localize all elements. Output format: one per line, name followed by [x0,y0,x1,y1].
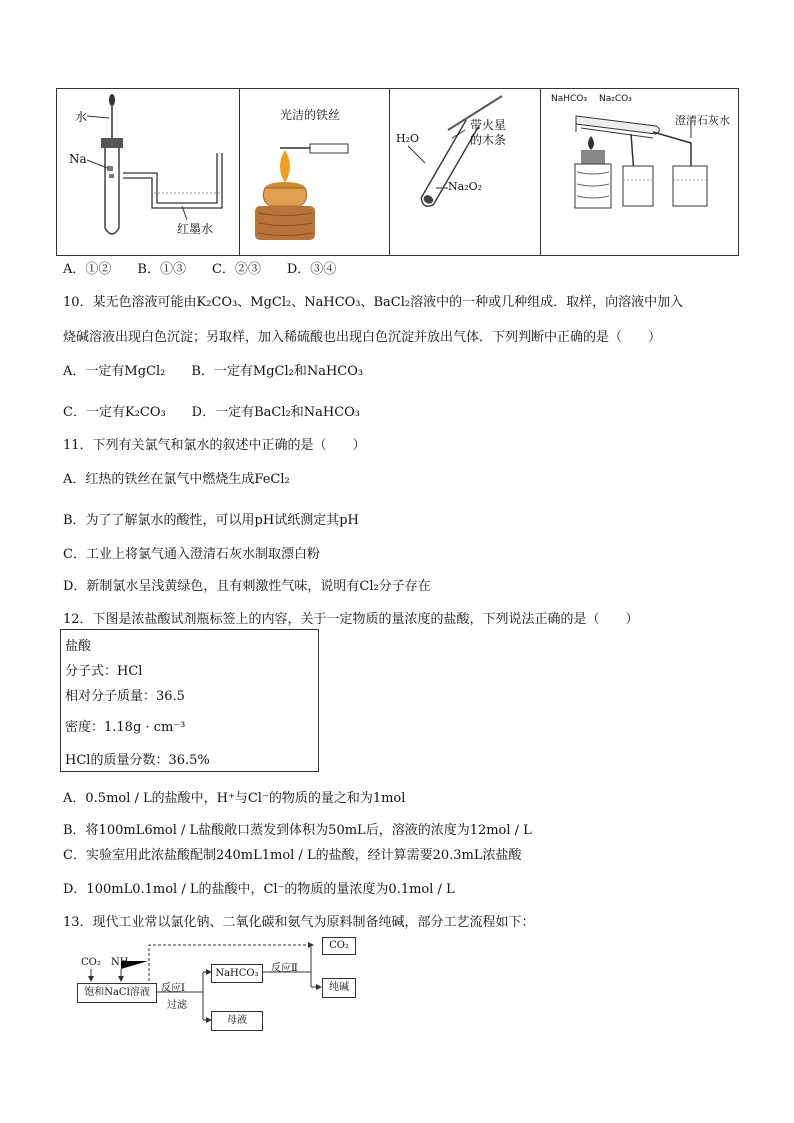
q12-option-b: B．将100mL6mol / L盐酸敞口蒸发到体积为50mL后，溶液的浓度为12mol / L [63,823,532,838]
flow-nh3-input: NH₃ [111,957,133,968]
label-water: 水 [75,110,88,124]
label-red-ink: 红墨水 [177,222,214,236]
figure-sodium-peroxide [390,88,540,254]
soda-process-flowchart [63,935,373,1033]
label-nahco3: NaHCO₃ [551,94,587,104]
q11-option-d: D．新制氯水呈浅黄绿色，且有刺激性气味，说明有Cl₂分子存在 [63,579,431,594]
q12-option-a: A．0.5mol / L的盐酸中，H⁺与Cl⁻的物质的量之和为1mol [63,791,406,806]
q11-stem: 11．下列有关氯气和氯水的叙述中正确的是（ ） [63,438,366,453]
flow-reaction-1: 反应Ⅰ [161,983,185,994]
label-density: 密度：1.18g · cm⁻³ [65,720,186,735]
label-glowing-splint: 带火星 的木条 [470,118,507,147]
label-clean-iron-wire: 光洁的铁丝 [280,108,341,122]
q13-stem: 13．现代工业常以氯化钠、二氧化碳和氨气为原料制备纯碱，部分工艺流程如下： [63,915,535,930]
q12-option-c: C．实验室用此浓盐酸配制240mL1mol / L的盐酸，经计算需要20.3mL浓盐酸 [63,848,522,863]
q10-stem-line2: 烧碱溶液出现白色沉淀；另取样，加入稀硫酸也出现白色沉淀并放出气体．下列判断中正确的是（ ） [63,330,662,345]
q9-options: A．①② B．①③ C．②③ D．③④ [63,262,337,277]
figure-iron-wire-flame [240,88,390,254]
label-title: 盐酸 [65,639,92,654]
q11-option-b: B．为了了解氯水的酸性，可以用pH试纸测定其pH [63,513,359,528]
label-limewater: 澄清石灰水 [675,114,730,127]
flow-box-soda-ash: 纯碱 [322,978,356,998]
figure-sodium-water [57,88,239,254]
q10-stem-line1: 10．某无色溶液可能由K₂CO₃、MgCl₂、NaHCO₃、BaCl₂溶液中的一种或几种组成．取样，向溶液中加入 [63,295,684,310]
q12-stem: 12．下图是浓盐酸试剂瓶标签上的内容，关于一定物质的量浓度的盐酸，下列说法正确的是（ ） [63,612,639,627]
flow-filter: 过滤 [167,1000,187,1011]
q11-option-c: C．工业上将氯气通入澄清石灰水制取漂白粉 [63,547,320,562]
label-na2o2: Na₂O₂ [448,180,483,193]
flow-box-brine: 饱和NaCl溶液 [77,983,157,1003]
flow-co2-input: CO₂ [81,957,101,968]
flow-box-nahco3: NaHCO₃ [211,964,263,983]
q10-options-ab: A．一定有MgCl₂ B．一定有MgCl₂和NaHCO₃ [63,364,364,379]
flow-reaction-2: 反应Ⅱ [271,963,298,974]
label-molar-mass: 相对分子质量：36.5 [65,689,185,704]
sodium-peroxide-diagram [390,88,540,254]
label-na2co3: Na₂CO₃ [599,94,632,104]
label-h2o: H₂O [396,132,420,145]
flow-box-mother-liquor: 母液 [211,1011,263,1031]
flow-box-co2-output: CO₂ [322,937,356,955]
label-formula: 分子式：HCl [65,664,143,679]
figure-carbonate-heating [541,88,736,254]
q11-option-a: A．红热的铁丝在氯气中燃烧生成FeCl₂ [63,472,290,487]
label-mass-fraction: HCl的质量分数：36.5% [65,753,210,768]
q12-option-d: D．100mL0.1mol / L的盐酸中，Cl⁻的物质的量浓度为0.1mol / L [63,882,455,897]
hydrochloric-acid-label-box [60,629,319,772]
label-na: Na [69,152,87,166]
q10-options-cd: C．一定有K₂CO₃ D．一定有BaCl₂和NaHCO₃ [63,405,361,420]
